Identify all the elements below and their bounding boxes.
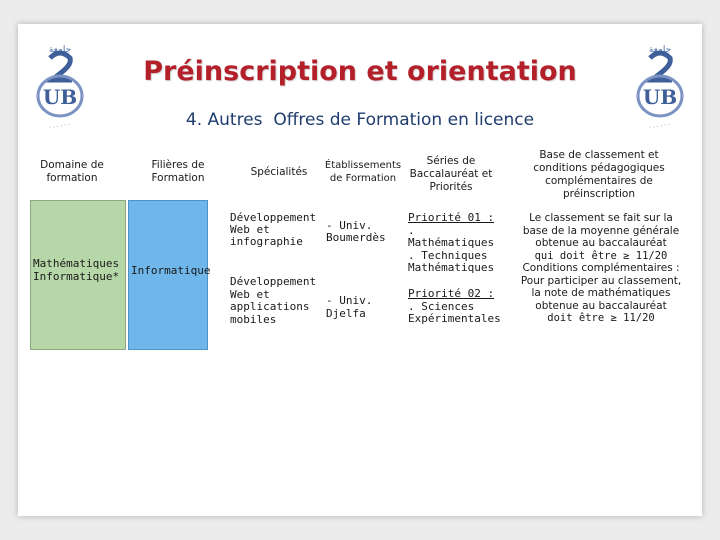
page-subtitle: 4. Autres Offres de Formation en licence [185,110,535,130]
svg-text:· · · · · ·: · · · · · · [648,121,671,132]
header-etablissements: Établissements de Formation [324,160,402,184]
svg-text:جامعة: جامعة [48,45,72,55]
priorite-2-label: Priorité 02 : [408,287,495,300]
domaine-line: Informatique* [33,270,120,283]
header-base: Base de classement et conditions pédagogiques complémentaires de préinscription [533,149,665,200]
specialite-row-2: Développement Web et applications mobiles [230,275,317,326]
etablissement-row-1: - Univ. Boumerdès [326,219,386,244]
svg-text:UB: UB [642,85,678,109]
header-series: Séries de Baccalauréat et Priorités [409,154,493,193]
base-classement-text: Le classement se fait sur la base de la moyenne générale obtenue au baccalauréat qui doit être ≥ 11/20 Conditions complémentaires : Pour participer au classement, la note de mathématiques obtenue au baccalauréat doit être ≥ 11/20 [520,212,682,324]
header-domaine: Domaine de formation [40,159,104,184]
domaine-line: Mathématiques [33,257,120,270]
header-filieres: Filières de Formation [151,159,205,184]
slide [18,24,702,516]
svg-text:· · · · · ·: · · · · · · [48,121,71,132]
specialite-row-1: Développement Web et infographie [230,211,317,248]
priorite-1-label: Priorité 01 : [408,211,495,224]
svg-text:UB: UB [42,85,78,109]
university-logo-right [620,38,700,134]
priorite-1: Priorité 01 : . Mathématiques . Techniques Mathématiques [408,212,502,276]
svg-text:جامعة: جامعة [648,45,672,55]
page-title: Préinscription et orientation [143,56,577,87]
header-specialites: Spécialités [250,165,308,178]
domaine-cell [30,200,126,350]
etablissement-row-2: - Univ. Djelfa [326,294,373,320]
university-logo-left [20,38,100,134]
filiere-cell [128,200,211,350]
priorite-2: Priorité 02 : . Sciences Expérimentales [408,287,501,325]
filiere-label: Informatique [131,264,211,277]
